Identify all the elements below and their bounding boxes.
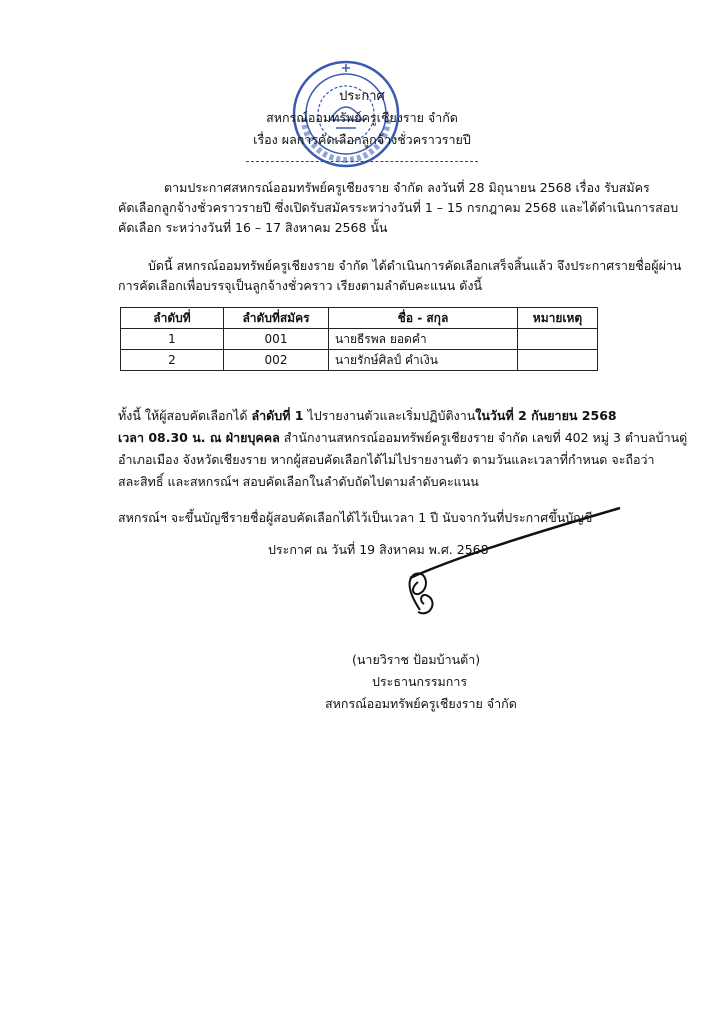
handwritten-signature <box>400 500 640 630</box>
name-cell: นายรักษ์ศิลป์ คำเงิน <box>329 350 518 371</box>
col-rank-header: ลำดับที่ <box>121 308 224 329</box>
announcement-title: ประกาศ <box>339 89 385 104</box>
paragraph-3-line-2 <box>118 428 687 448</box>
p3-text-a: ทั้งนี้ ให้ผู้สอบคัดเลือกได้ <box>118 408 252 423</box>
paragraph-3-line-3: อำเภอเมือง จังหวัดเชียงราย หากผู้สอบคัดเลือกได้ไม่ไปรายงานตัว ตามวันและเวลาที่กำหนด จะถือว่า <box>118 452 655 467</box>
note-cell <box>518 350 598 371</box>
paragraph-2-line-1: บัดนี้ สหกรณ์ออมทรัพย์ครูเชียงราย จำกัด ได้ดำเนินการคัดเลือกเสร็จสิ้นแล้ว จึงประกาศรายชื่อผู้ผ่าน <box>148 258 682 273</box>
p3-date-emphasis: ในวันที่ 2 กันยายน 2568 <box>475 408 617 423</box>
name-cell: นายธีรพล ยอดคำ <box>329 329 518 350</box>
note-cell <box>518 329 598 350</box>
signatory-organization: สหกรณ์ออมทรัพย์ครูเชียงราย จำกัด <box>325 696 517 711</box>
header-divider <box>246 161 478 162</box>
col-app-no-header: ลำดับที่สมัคร <box>224 308 329 329</box>
results-table <box>120 307 598 371</box>
announcement-date: ประกาศ ณ วันที่ 19 สิงหาคม พ.ศ. 2568 <box>268 542 489 557</box>
paragraph-1-line-3: คัดเลือก ระหว่างวันที่ 16 – 17 สิงหาคม 2568 นั้น <box>118 220 388 235</box>
app-no-cell: 002 <box>224 350 329 371</box>
organization-name: สหกรณ์ออมทรัพย์ครูเชียงราย จำกัด <box>266 110 458 125</box>
p3-rank-emphasis: ลำดับที่ 1 <box>251 408 304 423</box>
rank-cell: 1 <box>121 329 224 350</box>
announcement-subject: เรื่อง ผลการคัดเลือกลูกจ้างชั่วคราวรายปี <box>253 132 471 147</box>
paragraph-3-line-4: สละสิทธิ์ และสหกรณ์ฯ สอบคัดเลือกในลำดับถัดไปตามลำดับคะแนน <box>118 474 479 489</box>
col-note-header: หมายเหตุ <box>518 308 598 329</box>
col-name-header: ชื่อ - สกุล <box>329 308 518 329</box>
paragraph-1-line-1: ตามประกาศสหกรณ์ออมทรัพย์ครูเชียงราย จำกัด ลงวันที่ 28 มิถุนายน 2568 เรื่อง รับสมัคร <box>164 180 650 195</box>
p3-text-c: ไปรายงานตัวและเริ่มปฏิบัติงาน <box>303 408 476 423</box>
table-row <box>121 350 598 371</box>
signatory-position: ประธานกรรมการ <box>372 674 468 689</box>
paragraph-3-line-1 <box>118 406 617 426</box>
table-row <box>121 329 598 350</box>
paragraph-4: สหกรณ์ฯ จะขึ้นบัญชีรายชื่อผู้สอบคัดเลือกได้ไว้เป็นเวลา 1 ปี นับจากวันที่ประกาศขึ้นบัญชี <box>118 510 593 525</box>
p3-time-place-emphasis: เวลา 08.30 น. ณ ฝ่ายบุคคล <box>118 430 280 445</box>
paragraph-2-line-2: การคัดเลือกเพื่อบรรจุเป็นลูกจ้างชั่วคราว เรียงตามลำดับคะแนน ดังนี้ <box>118 278 482 293</box>
paragraph-1-line-2: คัดเลือกลูกจ้างชั่วคราวรายปี ซึ่งเปิดรับสมัครระหว่างวันที่ 1 – 15 กรกฎาคม 2568 และได้ดำเนินการสอบ <box>118 200 679 215</box>
table-header-row <box>121 308 598 329</box>
rank-cell: 2 <box>121 350 224 371</box>
app-no-cell: 001 <box>224 329 329 350</box>
signatory-name: (นายวิราช ป้อมบ้านต้า) <box>352 652 481 667</box>
p3-address: สำนักงานสหกรณ์ออมทรัพย์ครูเชียงราย จำกัด เลขที่ 402 หมู่ 3 ตำบลบ้านดู่ <box>279 430 688 445</box>
